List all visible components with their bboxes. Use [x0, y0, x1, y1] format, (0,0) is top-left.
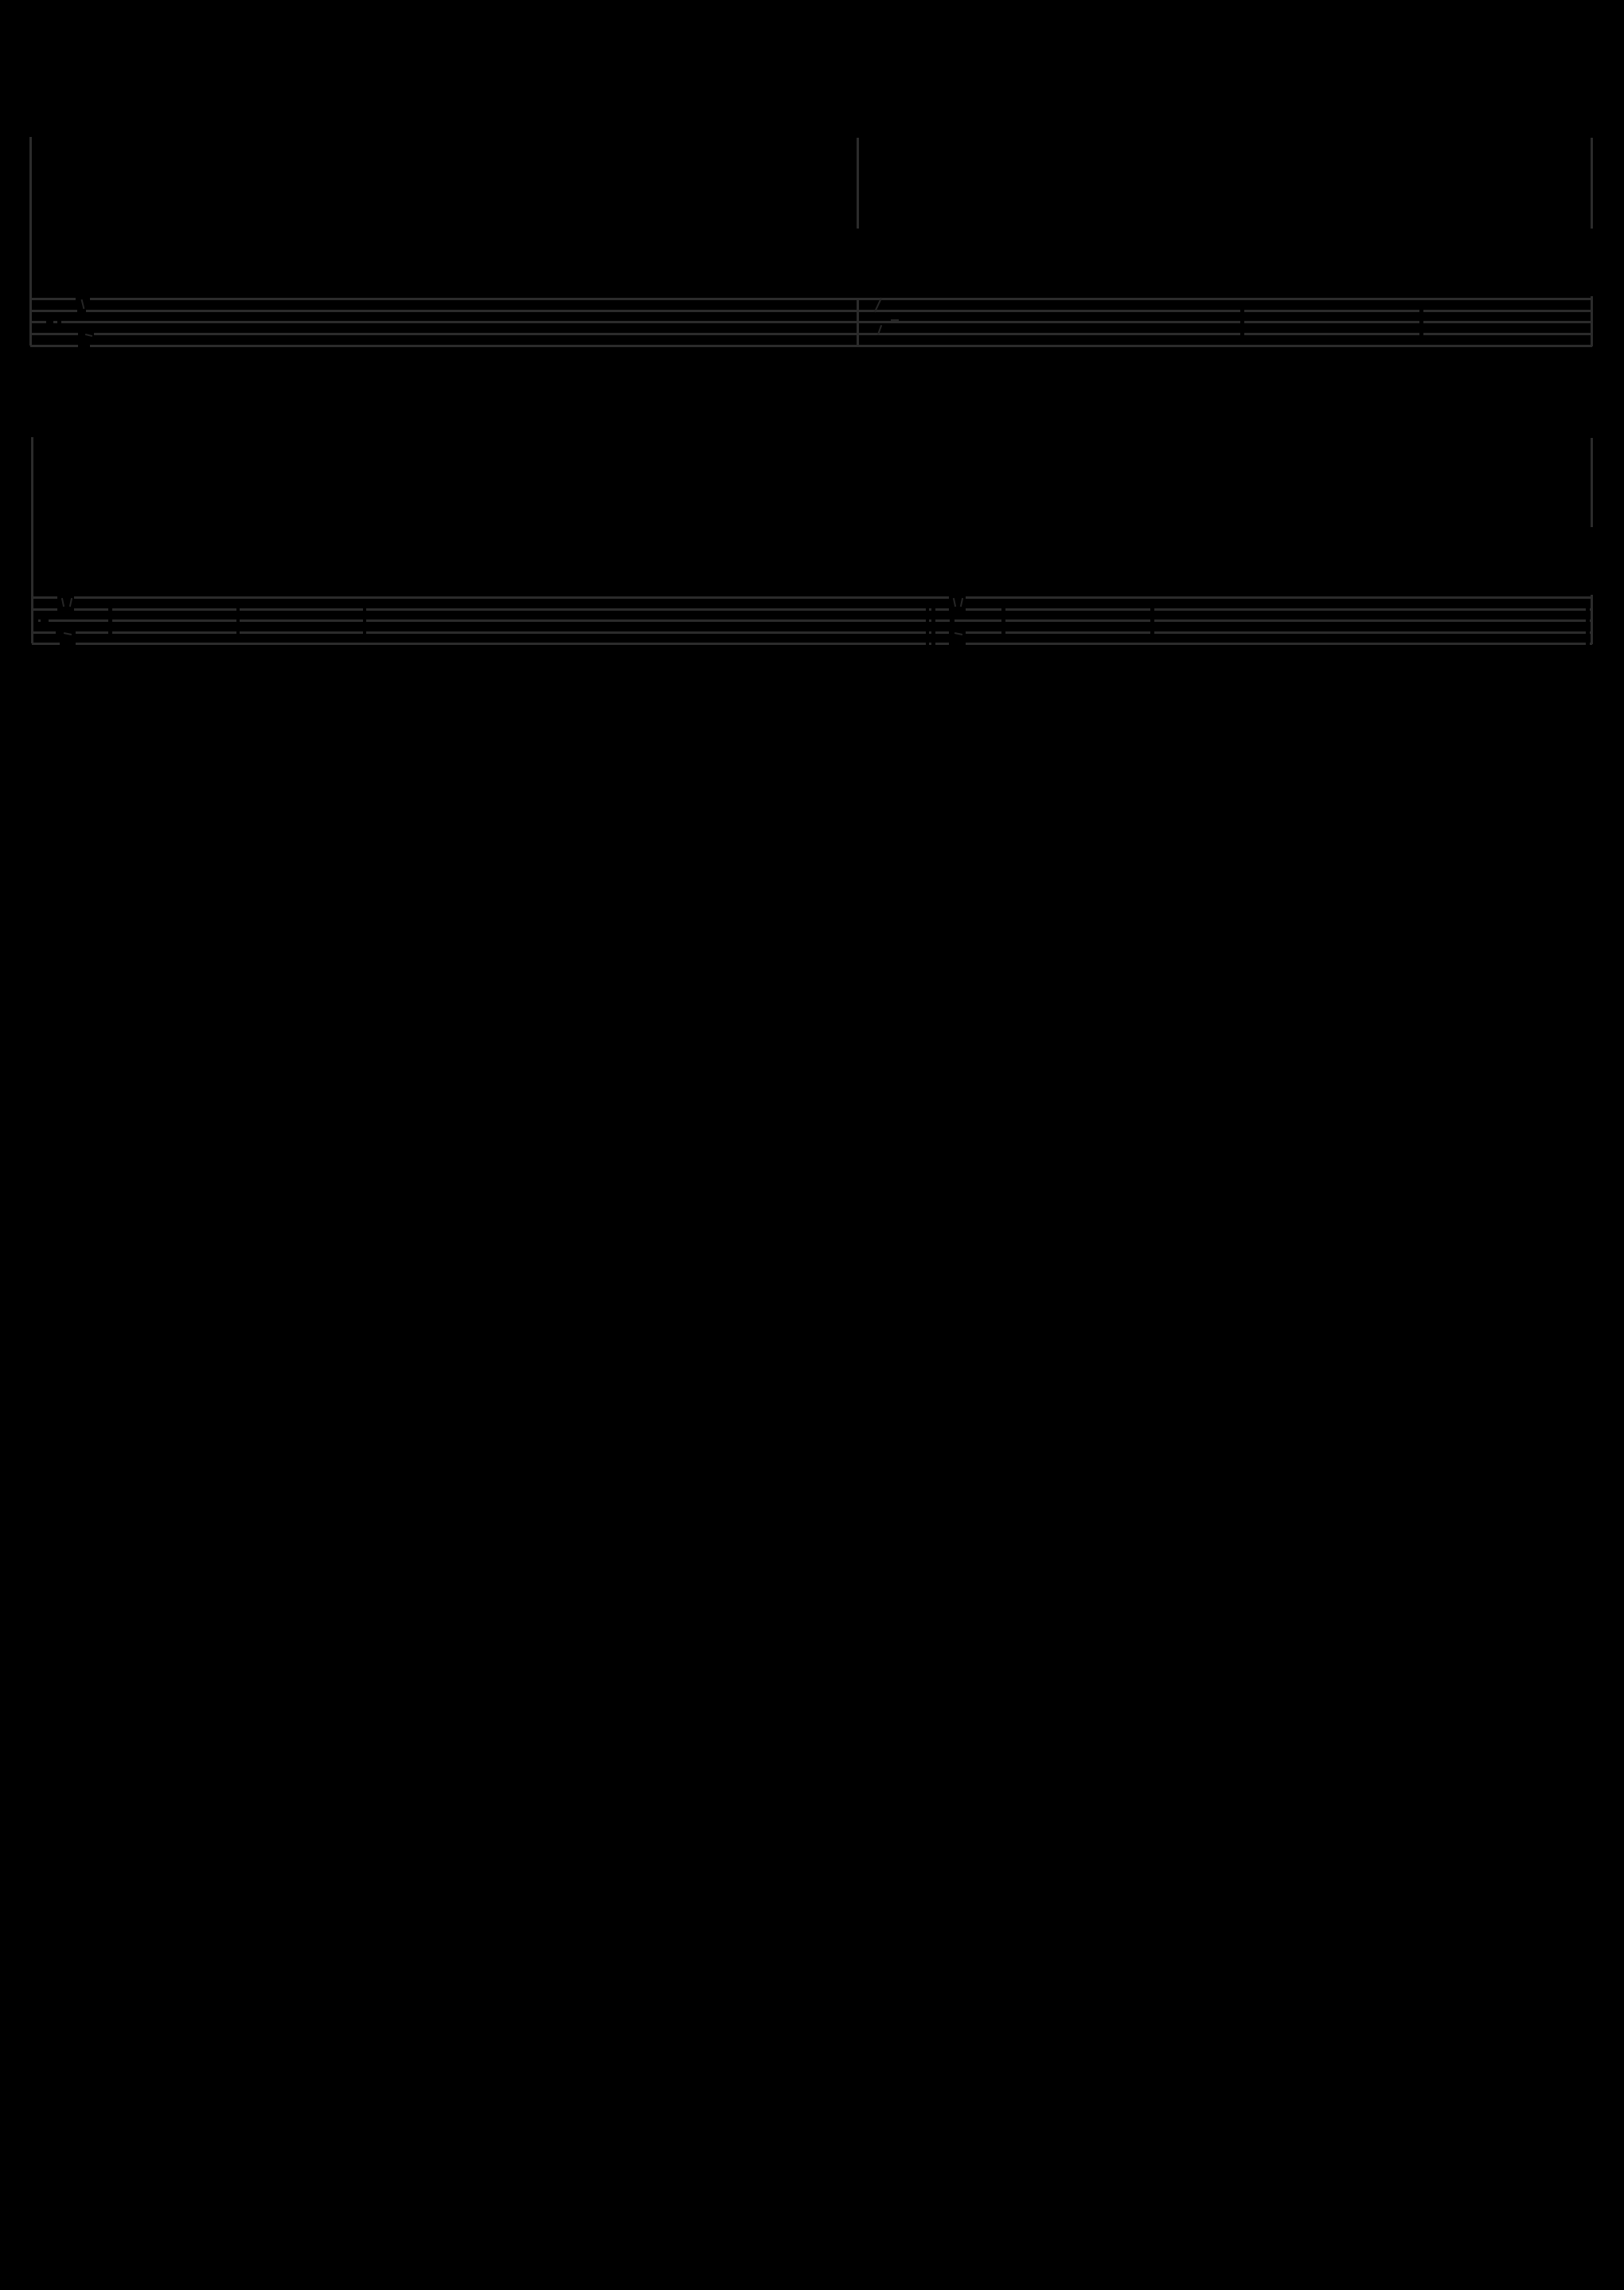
staff-line-segment — [74, 596, 949, 599]
staff-line-segment — [935, 631, 949, 634]
staff-line-segment — [76, 643, 926, 645]
staff-line-segment — [32, 631, 56, 634]
staff-line-segment — [366, 619, 926, 622]
staff-line-segment — [954, 619, 1001, 622]
staff-line-segment — [929, 608, 931, 611]
staff-line-segment — [112, 608, 236, 611]
staff-line-segment — [929, 619, 931, 622]
staff-line-segment — [32, 643, 60, 645]
staff-line-segment — [49, 619, 108, 622]
staff-line-segment — [966, 631, 1001, 634]
staff-line-segment — [1154, 608, 1586, 611]
staff-line-segment — [366, 631, 926, 634]
staff-line-segment — [929, 643, 931, 645]
staff-line-segment — [76, 631, 108, 634]
staff-line-segment — [366, 608, 926, 611]
staff-line-segment — [32, 596, 57, 599]
staff-line-segment — [112, 631, 236, 634]
staff-line-segment — [966, 608, 1001, 611]
glyph-remnant — [954, 632, 962, 635]
staff-line-segment — [935, 608, 949, 611]
staff-line-segment — [240, 608, 363, 611]
tab-staff-barline — [1591, 595, 1593, 644]
glyph-remnant — [960, 598, 963, 607]
system-start-barline — [31, 437, 33, 643]
glyph-remnant — [953, 598, 956, 607]
glyph-remnant — [64, 632, 72, 635]
staff-line-segment — [929, 631, 931, 634]
staff-line-segment — [966, 596, 1592, 599]
staff-line-segment — [32, 608, 57, 611]
staff-line-segment — [74, 608, 108, 611]
glyph-remnant — [69, 598, 72, 607]
upper-staff-barline — [1591, 438, 1593, 527]
staff-line-segment — [112, 619, 236, 622]
staff-line-segment — [240, 631, 363, 634]
staff-line-segment — [1005, 619, 1150, 622]
staff-line-segment — [1154, 631, 1586, 634]
staff-line-segment — [935, 619, 950, 622]
staff-line-segment — [1005, 608, 1150, 611]
staff-line-segment — [935, 643, 949, 645]
glyph-remnant — [61, 598, 64, 607]
staff-line-segment — [240, 619, 363, 622]
staff-line-segment — [1005, 631, 1150, 634]
staff-line-segment — [966, 643, 1586, 645]
staff-line-segment — [38, 619, 41, 622]
staff-line-segment — [32, 619, 33, 622]
staff-line-segment — [1154, 619, 1586, 622]
